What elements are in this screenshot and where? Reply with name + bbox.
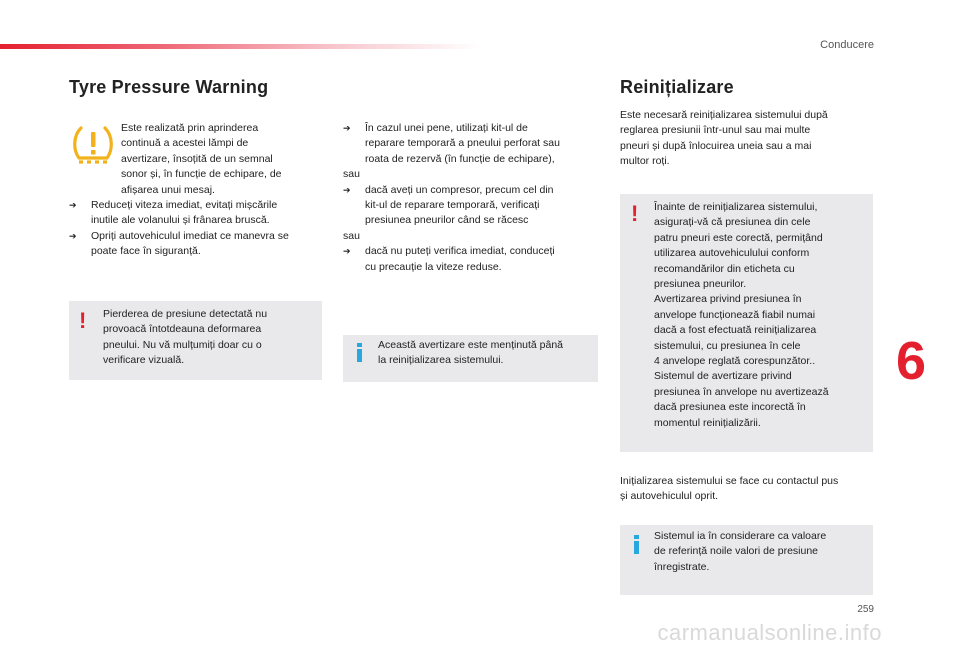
text-line: patru pneuri este corectă, permițând bbox=[654, 231, 823, 244]
bullet-line: reparare temporară a pneului perforat sau bbox=[365, 137, 560, 150]
middle-info-text bbox=[378, 338, 593, 369]
text-line: verificare vizuală. bbox=[103, 354, 185, 367]
text-line: înregistrate. bbox=[654, 560, 710, 573]
bullet-item bbox=[343, 244, 599, 275]
text-line: sonor și, în funcție de echipare, de bbox=[121, 168, 282, 181]
bullet-line: cu precauție la viteze reduse. bbox=[365, 260, 502, 273]
left-intro bbox=[121, 121, 326, 198]
middle-info-box bbox=[343, 335, 598, 382]
left-bullets bbox=[69, 198, 327, 260]
right-note bbox=[620, 474, 878, 505]
text-line: pneului. Nu vă mulțumiți doar cu o bbox=[103, 338, 262, 351]
text-line: la reinițializarea sistemului. bbox=[378, 354, 504, 367]
right-warning-text bbox=[654, 200, 868, 431]
text-line: utilizarea autovehiculului conform bbox=[654, 247, 810, 260]
text-line: Sistemul ia în considerare ca valoare bbox=[654, 530, 827, 542]
middle-list bbox=[343, 121, 599, 275]
text-line: anvelope funcționează fiabil numai bbox=[654, 308, 816, 321]
bullet-line: Reduceți viteza imediat, evitați mișcările bbox=[91, 199, 278, 211]
text-line: dacă a fost efectuată reinițializarea bbox=[654, 324, 817, 337]
text-line: provoacă întotdeauna deformarea bbox=[103, 323, 262, 336]
section-label: Conducere bbox=[820, 39, 874, 51]
text-line: 4 anvelope reglată corespunzător.. bbox=[654, 355, 816, 368]
warning-exclamation-icon: ! bbox=[79, 308, 87, 333]
text-line: Avertizarea privind presiunea în bbox=[654, 293, 802, 306]
bullet-item bbox=[343, 121, 599, 167]
text-line: Sistemul de avertizare privind bbox=[654, 370, 792, 383]
bullet-line: dacă aveți un compresor, precum cel din bbox=[365, 183, 554, 196]
bullet-line: roata de rezervă (în funcție de echipare), bbox=[365, 152, 555, 165]
bullet-item bbox=[69, 229, 327, 260]
bullet-arrow-icon: ➔ bbox=[69, 200, 77, 210]
page-number: 259 bbox=[857, 604, 874, 615]
text-line: asigurați-vă că presiunea din cele bbox=[654, 216, 811, 229]
tyre-pressure-warning-icon bbox=[71, 124, 115, 166]
bullet-line: Opriți autovehiculul imediat ce manevra se bbox=[91, 229, 289, 242]
bullet-line: inutile ale volanului și frânarea bruscă. bbox=[91, 214, 270, 227]
text-line: momentul reinițializării. bbox=[654, 416, 761, 429]
text-line: sistemului, cu presiunea în cele bbox=[654, 339, 801, 352]
text-line: dacă presiunea este incorectă în bbox=[654, 401, 806, 414]
watermark: carmanualsonline.info bbox=[657, 620, 882, 645]
left-title: Tyre Pressure Warning bbox=[69, 77, 269, 97]
bullet-line: kit-ul de reparare temporară, verificați bbox=[365, 199, 540, 212]
info-icon bbox=[357, 343, 362, 363]
text-line: Pierderea de presiune detectată nu bbox=[103, 308, 268, 320]
right-info-text bbox=[654, 529, 868, 575]
right-intro bbox=[620, 108, 875, 170]
right-warning-box bbox=[620, 194, 873, 452]
or-separator: sau bbox=[343, 229, 360, 242]
text-line: recomandărilor din eticheta cu bbox=[654, 262, 795, 275]
info-icon bbox=[634, 535, 639, 555]
text-line: Este realizată prin aprinderea bbox=[121, 122, 259, 134]
text-line: continuă a acestei lămpi de bbox=[121, 137, 249, 150]
text-line: Este necesară reinițializarea sistemului după bbox=[620, 109, 828, 121]
text-line: Înainte de reinițializarea sistemului, bbox=[654, 201, 818, 213]
left-warning-text bbox=[103, 307, 313, 369]
bullet-line: dacă nu puteți verifica imediat, conduceți bbox=[365, 245, 555, 258]
text-line: presiunea în anvelope nu avertizează bbox=[654, 385, 829, 398]
bullet-line: presiunea pneurilor când se răcesc bbox=[365, 214, 529, 227]
or-separator: sau bbox=[343, 168, 360, 181]
bullet-arrow-icon: ➔ bbox=[69, 230, 77, 241]
text-line: multor roți. bbox=[620, 155, 670, 168]
bullet-item bbox=[69, 198, 327, 229]
right-title: Reinițializare bbox=[620, 77, 734, 97]
text-line: Inițializarea sistemului se face cu contactul pus bbox=[620, 475, 839, 487]
bullet-arrow-icon: ➔ bbox=[343, 184, 351, 195]
text-line: avertizare, însoțită de un semnal bbox=[121, 152, 273, 165]
bullet-arrow-icon: ➔ bbox=[343, 246, 351, 257]
text-line: de referință noile valori de presiune bbox=[654, 545, 819, 558]
bullet-line: poate face în siguranță. bbox=[91, 245, 201, 258]
left-warning-box bbox=[69, 301, 322, 380]
text-line: Această avertizare este menținută până bbox=[378, 339, 564, 351]
warning-exclamation-icon: ! bbox=[631, 201, 639, 226]
text-line: pneuri și după înlocuirea uneia sau a mai bbox=[620, 139, 812, 152]
right-info-box bbox=[620, 525, 873, 595]
bullet-line: În cazul unei pene, utilizați kit-ul de bbox=[365, 122, 528, 134]
text-line: și autovehiculul oprit. bbox=[620, 490, 719, 503]
header-accent-bar bbox=[0, 44, 480, 49]
chapter-number: 6 bbox=[895, 331, 926, 391]
text-line: presiunea pneurilor. bbox=[654, 278, 747, 291]
bullet-item bbox=[343, 183, 599, 229]
bullet-arrow-icon: ➔ bbox=[343, 123, 351, 133]
text-line: reglarea presiunii într-unul sau mai multe bbox=[620, 124, 811, 137]
text-line: afișarea unui mesaj. bbox=[121, 183, 215, 196]
